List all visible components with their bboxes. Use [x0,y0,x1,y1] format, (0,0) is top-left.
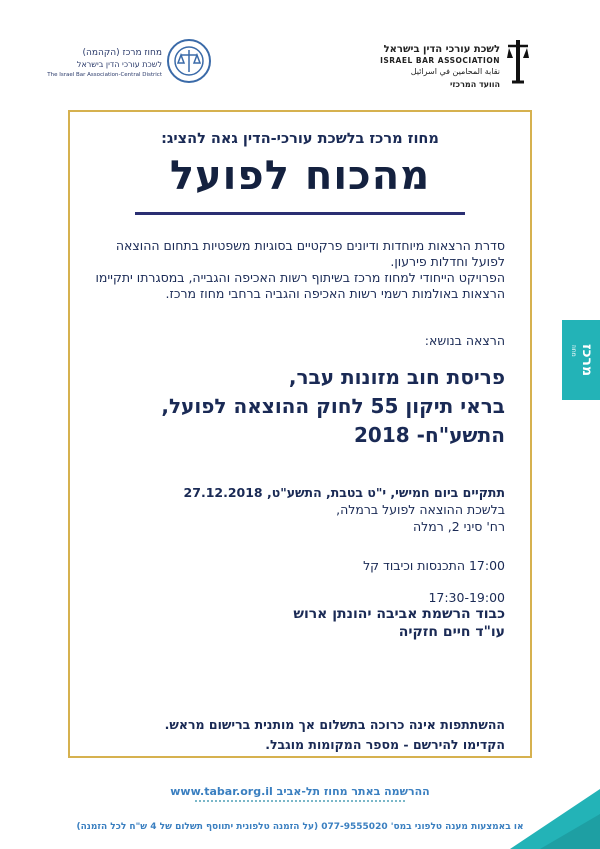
registration-text: ההרשמה באתר מחוז תל-אביב [276,785,430,798]
note-line-1: ההשתתפות אינה כרוכה בתשלום אך מותנית ברישום מראש. [164,717,505,732]
speakers [293,605,505,641]
footer-dotted-divider [195,800,405,802]
intro-text: מחוז מרכז בלשכת עורכי-הדין גאה להציג: [161,131,439,147]
topic-line: בראי תיקון 55 לחוק ההוצאה לפועל, [161,394,505,418]
event-address: רח' סיני 2, רמלה [412,519,505,534]
israel-bar-association-logo [365,38,530,98]
gathering-time: 17:00 התכנסות וכיבוד קל [363,558,505,573]
central-district-logo [47,38,212,98]
topic-line: פריסת חוב מזונות עבר, [288,365,505,389]
description-paragraph-2: הפרויקט הייחודי למחוז מרכז בשיתוף רשות האכיפה והגבייה, במסגרתו יתקיימו הרצאות באולמות רשמי רשות האכיפה והגביה ברחבי מחוז מרכז. [95,270,505,301]
district-logo-line3: The Israel Bar Association-Central District [47,72,162,78]
topic-label: הרצאה בנושא: [424,333,505,348]
topic-line: התשע"ח- 2018 [354,423,505,447]
district-logo-line1: מחוז מרכז (הקהמה) [82,48,162,58]
lecture-time: 17:30-19:00 [428,590,505,605]
side-tab-label: מרכז [579,343,595,377]
footer-phone-line: או באמצעות מענה טלפוני במס' 077-9555020 (על הזמנה טלפונית יתווסף תשלום של 4 ש"ח לכל הזמנה) [76,822,524,832]
footer-registration [120,785,480,798]
title-underline [135,212,465,215]
district-logo-line2: לשכת עורכי הדין בישראל [76,60,162,69]
side-tab-sublabel: מחוז [570,345,577,357]
logo-hebrew-name: לשכת עורכי הדין בישראל [383,44,500,55]
lecture-topic [85,363,505,450]
speaker-2: עו"ד חיים חזקיה [398,624,505,640]
description-paragraph-1: סדרת הרצאות מיוחדות ודיונים פרקטיים בסוגיות משפטיות בתחום ההוצאה לפועל וחדלות פירעון. [115,238,505,269]
page-title: מהכוח לפועל [169,153,431,199]
central-district-seal-icon [166,38,212,84]
logo-english-name: ISRAEL BAR ASSOCIATION [380,56,500,65]
event-location: בלשכת ההוצאה לפועל ברמלה, [336,502,505,517]
event-details [95,484,505,535]
note-line-2: הקדימו להירשם - מספר המקומות מוגבל. [265,737,505,752]
registration-notes [90,715,505,755]
logo-department: הוועד המרכזי [450,80,500,89]
event-date: תתקיים ביום חמישי, י"ט בטבת, התשע"ט, 27.12.2018 [183,485,505,500]
registration-link[interactable]: www.tabar.org.il [170,785,273,798]
speaker-1: כבוד הרשמת אביבה יהונתן ארוש [293,606,505,622]
corner-decoration-icon [480,779,600,849]
logo-arabic-name: نقابة المحامين في اسرائيل [410,67,500,76]
scales-emblem-icon [506,38,530,86]
